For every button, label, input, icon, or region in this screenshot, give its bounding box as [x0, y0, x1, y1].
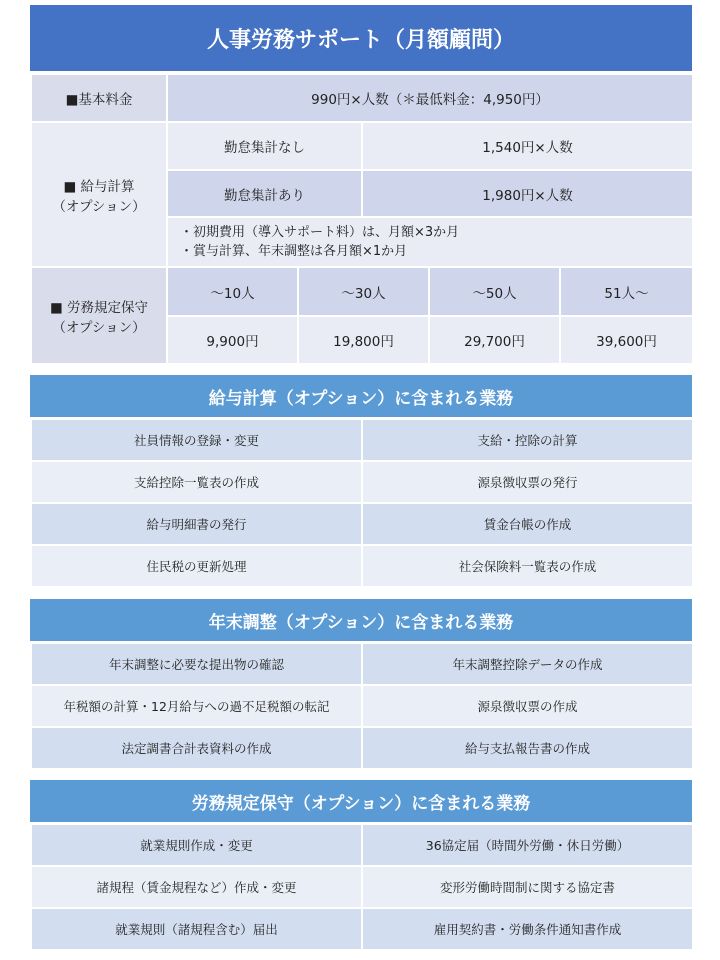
- rules-tier: 51人〜: [560, 267, 693, 316]
- task-item: 法定調書合計表資料の作成: [31, 727, 362, 769]
- task-item: 年税額の計算・12月給与への過不足税額の転記: [31, 685, 362, 727]
- section-header-rules: 労務規定保守（オプション）に含まれる業務: [30, 780, 692, 822]
- payroll-no-attendance-value: 1,540円×人数: [362, 122, 693, 170]
- basic-fee-value: 990円×人数（＊最低料金：4,950円）: [167, 74, 693, 122]
- task-item: 支給・控除の計算: [362, 419, 693, 461]
- task-item: 支給控除一覧表の作成: [31, 461, 362, 503]
- task-item: 年末調整に必要な提出物の確認: [31, 643, 362, 685]
- task-item: 雇用契約書・労働条件通知書作成: [362, 908, 693, 950]
- task-item: 源泉徴収票の発行: [362, 461, 693, 503]
- rules-tier: 〜50人: [429, 267, 560, 316]
- task-item: 社員情報の登録・変更: [31, 419, 362, 461]
- task-item: 給与支払報告書の作成: [362, 727, 693, 769]
- task-item: 源泉徴収票の作成: [362, 685, 693, 727]
- task-item: 変形労働時間制に関する協定書: [362, 866, 693, 908]
- payroll-label: [31, 122, 167, 267]
- payroll-attendance-value: 1,980円×人数: [362, 170, 693, 217]
- rules-price: 19,800円: [298, 316, 429, 364]
- task-item: 給与明細書の発行: [31, 503, 362, 545]
- basic-fee-label: ■基本料金: [31, 74, 167, 122]
- task-item: 36協定届（時間外労働・休日労働）: [362, 824, 693, 866]
- payroll-attendance-label: 勤怠集計あり: [167, 170, 362, 217]
- rules-price: 29,700円: [429, 316, 560, 364]
- task-item: 年末調整控除データの作成: [362, 643, 693, 685]
- rules-price: 9,900円: [167, 316, 298, 364]
- task-item: 住民税の更新処理: [31, 545, 362, 587]
- task-item: 賃金台帳の作成: [362, 503, 693, 545]
- rules-label-line1: ■ 労務規定保守: [49, 299, 149, 316]
- section-table-year-end: [30, 642, 694, 770]
- pricing-table: [30, 73, 694, 365]
- rules-tier: 〜30人: [298, 267, 429, 316]
- task-item: 社会保険料一覧表の作成: [362, 545, 693, 587]
- payroll-label-line2: （オプション）: [52, 198, 146, 215]
- task-item: 諸規程（賃金規程など）作成・変更: [31, 866, 362, 908]
- section-table-rules: [30, 823, 694, 951]
- rules-label-line2: （オプション）: [52, 319, 146, 336]
- payroll-note: ・初期費用（導入サポート料）は、月額×3か月: [180, 225, 460, 240]
- payroll-label-line1: ■ 給与計算: [63, 178, 135, 195]
- rules-tier: 〜10人: [167, 267, 298, 316]
- payroll-notes: [167, 217, 693, 267]
- payroll-no-attendance-label: 勤怠集計なし: [167, 122, 362, 170]
- section-header-payroll: 給与計算（オプション）に含まれる業務: [30, 375, 692, 417]
- section-table-payroll: [30, 418, 694, 588]
- page-title: 人事労務サポート（月額顧問）: [30, 5, 692, 71]
- task-item: 就業規則作成・変更: [31, 824, 362, 866]
- section-header-year-end: 年末調整（オプション）に含まれる業務: [30, 599, 692, 641]
- rules-price: 39,600円: [560, 316, 693, 364]
- payroll-note: ・賞与計算、年末調整は各月額×1か月: [180, 244, 408, 259]
- task-item: 就業規則（諸規程含む）届出: [31, 908, 362, 950]
- rules-label: [31, 267, 167, 364]
